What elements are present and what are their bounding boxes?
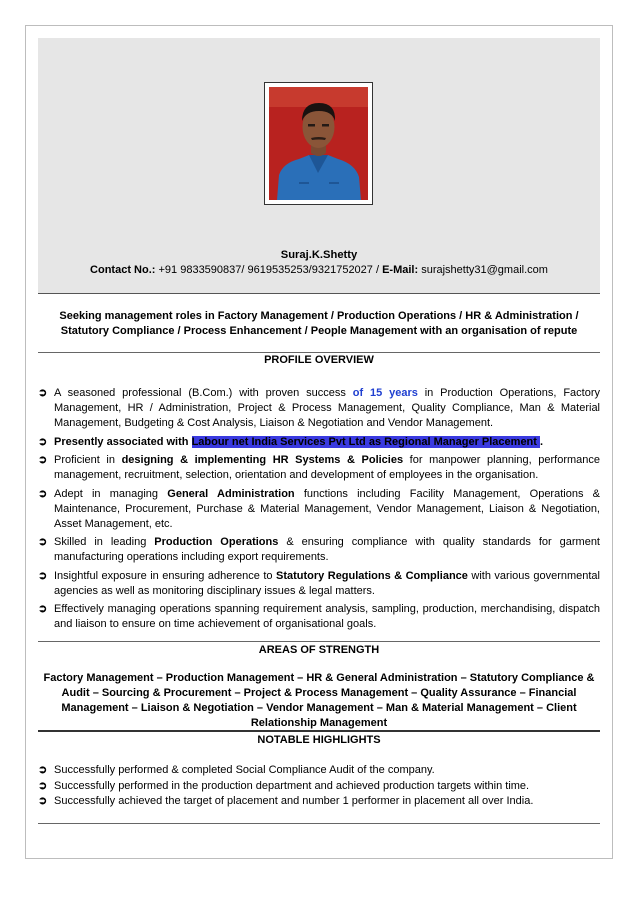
list-item xyxy=(38,794,600,809)
arrow-bullet-icon: ➲ xyxy=(38,536,48,548)
arrow-bullet-icon: ➲ xyxy=(38,387,48,399)
section-divider xyxy=(38,352,600,353)
list-item xyxy=(38,602,600,632)
list-item xyxy=(38,435,600,450)
email-label: E-Mail: xyxy=(382,264,419,276)
arrow-bullet-icon: ➲ xyxy=(38,764,48,776)
list-item-text: Insightful exposure in ensuring adherence to xyxy=(54,569,276,582)
list-item-text: Skilled in leading xyxy=(54,536,155,548)
candidate-name: Suraj.K.Shetty xyxy=(280,249,358,261)
profile-overview-heading: PROFILE OVERVIEW xyxy=(264,354,374,366)
list-item-text: in Production Operations, Factory Management, HR / Administration, Project & Process Management, Quality Compliance, Man & Material Management, Budgeting & Cost Analysis, Liaison & Negotiation and Vendor Management. xyxy=(54,387,601,429)
career-objective: Seeking management roles in Factory Management / Production Operations / HR & Administration / Statutory Compliance / Process Enhancement / People Management with an organisation of repute xyxy=(59,310,579,337)
list-item xyxy=(38,763,600,778)
list-item-emphasis: General Administration xyxy=(167,487,295,500)
section-divider xyxy=(38,823,600,824)
list-item xyxy=(38,535,600,565)
notable-highlights-list xyxy=(38,763,600,810)
arrow-bullet-icon: ➲ xyxy=(38,795,48,807)
arrow-bullet-icon: ➲ xyxy=(38,569,48,582)
person-portrait-image xyxy=(269,87,368,200)
list-item-text: Presently associated with xyxy=(54,435,192,448)
contact-numbers: +91 9833590837/ 9619535253/9321752027 / xyxy=(158,264,380,276)
notable-highlights-heading: NOTABLE HIGHLIGHTS xyxy=(257,734,381,746)
list-item xyxy=(38,386,600,431)
list-item-text: A seasoned professional (B.Com.) with proven success xyxy=(54,387,353,399)
list-item-text: Successfully performed in the production department and achieved production targets within time. xyxy=(54,779,530,792)
list-item-text: Proficient in xyxy=(54,454,122,466)
list-item-text: for manpower planning, performance management, recruitment, selection, orientation and development of employees in the organisation. xyxy=(54,454,600,481)
list-item-text: Successfully achieved the target of placement and number 1 performer in placement all over India. xyxy=(54,795,534,807)
arrow-bullet-icon: ➲ xyxy=(38,603,48,615)
list-item-text: with various governmental agencies as well as monitoring disciplinary issues & legal matters. xyxy=(54,569,600,597)
contact-label: Contact No.: xyxy=(90,264,156,276)
list-item xyxy=(38,779,600,794)
areas-of-strength-heading: AREAS OF STRENGTH xyxy=(258,644,380,656)
experience-highlight: of 15 years xyxy=(352,387,418,399)
list-item-text: Adept in managing xyxy=(54,487,168,500)
arrow-bullet-icon: ➲ xyxy=(38,435,48,448)
arrow-bullet-icon: ➲ xyxy=(38,779,48,792)
list-item xyxy=(38,569,600,599)
profile-photo-frame xyxy=(264,82,373,205)
profile-overview-list xyxy=(38,386,600,636)
list-item-text: Successfully performed & completed Social Compliance Audit of the company. xyxy=(54,764,435,776)
section-divider xyxy=(38,730,600,732)
list-item-emphasis: designing & implementing HR Systems & Policies xyxy=(121,454,404,466)
list-item-text: Effectively managing operations spanning requirement analysis, sampling, production, merchandising, dispatch and liaison to ensure on time achievement of organisational goals. xyxy=(54,603,600,630)
current-employer-highlight: Labour net India Services Pvt Ltd as Regional Manager Placement xyxy=(191,435,540,448)
list-item-text: . xyxy=(540,435,544,448)
contact-line xyxy=(38,264,600,276)
list-item-text: & ensuring compliance with quality standards for garment manufacturing operations including export requirements. xyxy=(54,536,600,563)
areas-of-strength-text: Factory Management – Production Management – HR & General Administration – Statutory Compliance & Audit – Sourcing & Procurement – Project & Process Management – Quality Assurance – Financial Management – Liaison & Negotiation – Vendor Management – Man & Material Management – Client Relationship Management xyxy=(43,672,595,729)
section-divider xyxy=(38,641,600,642)
list-item-emphasis: Statutory Regulations & Compliance xyxy=(276,569,468,582)
list-item-emphasis: Production Operations xyxy=(154,536,279,548)
email-address: surajshetty31@gmail.com xyxy=(421,264,548,276)
arrow-bullet-icon: ➲ xyxy=(38,487,48,500)
list-item xyxy=(38,453,600,483)
profile-photo xyxy=(269,87,368,200)
list-item xyxy=(38,487,600,532)
arrow-bullet-icon: ➲ xyxy=(38,454,48,466)
list-item-text: functions including Facility Management, Operations & Maintenance, Procurement, Purchase & Material Management, Vendor Management, Liaison & Negotiation, Asset Management, etc. xyxy=(54,487,600,530)
